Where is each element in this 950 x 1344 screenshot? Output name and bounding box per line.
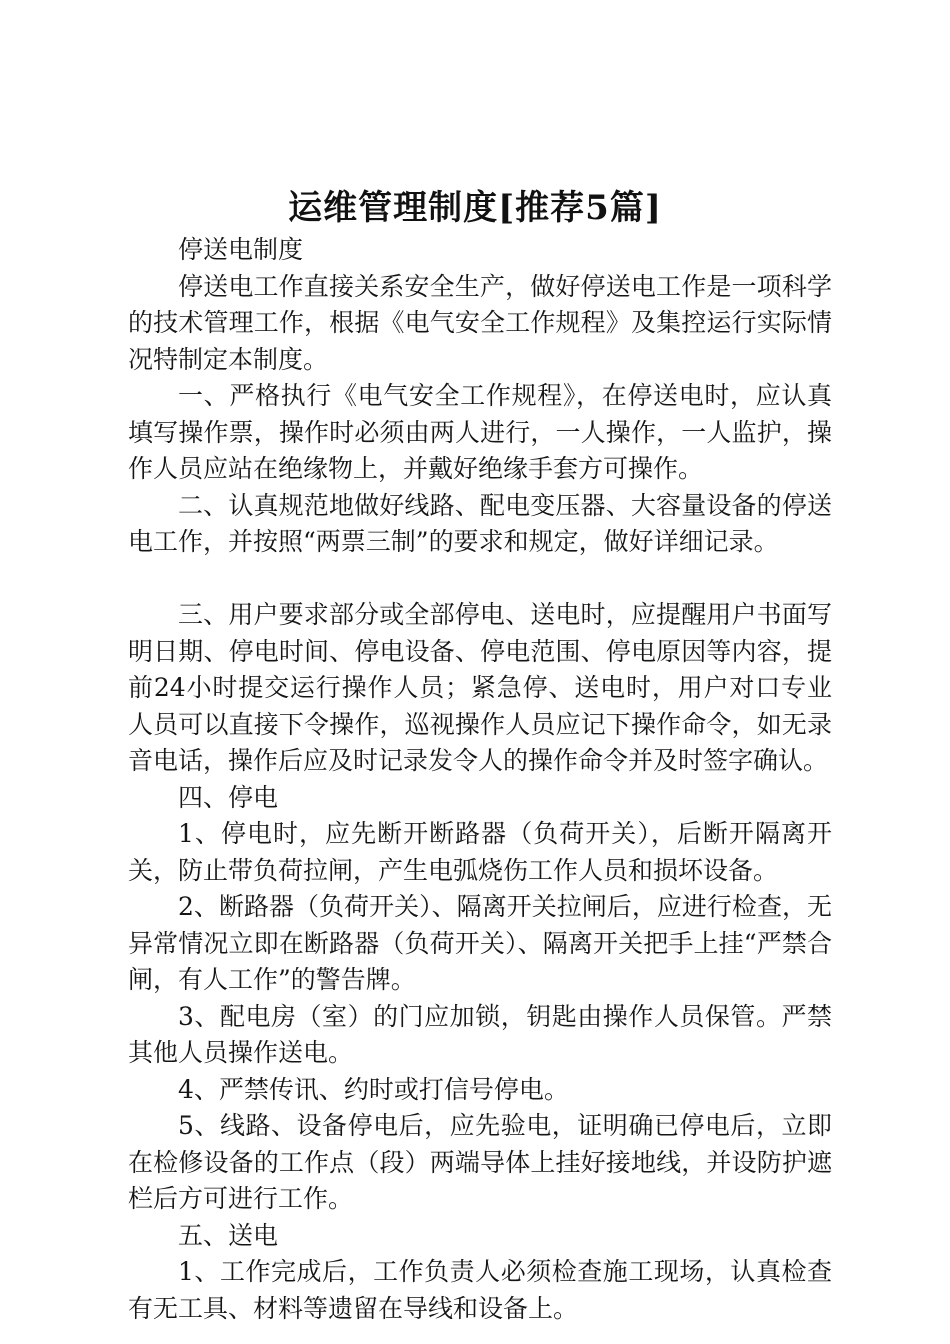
list-item: 1、工作完成后，工作负责人必须检查施工现场，认真检查有无工具、材料等遗留在导线和设备上。 bbox=[128, 1257, 832, 1323]
section-heading: 四、停电 bbox=[178, 782, 279, 812]
list-item: 5、线路、设备停电后，应先验电，证明确已停电后，立即在检修设备的工作点（段）两端导体上挂好接地线，并设防护遮栏后方可进行工作。 bbox=[128, 1111, 832, 1213]
section-heading: 停送电制度 bbox=[178, 235, 304, 264]
document-body bbox=[128, 232, 832, 1327]
list-item: 2、断路器（负荷开关）、隔离开关拉闸后，应进行检查，无异常情况立即在断路器（负荷开关）、隔离开关把手上挂“严禁合闸，有人工作”的警告牌。 bbox=[128, 892, 832, 994]
body-paragraph: 二、认真规范地做好线路、配电变压器、大容量设备的停送电工作，并按照“两票三制”的要求和规定，做好详细记录。 bbox=[128, 490, 832, 556]
body-paragraph: 三、用户要求部分或全部停电、送电时，应提醒用户书面写明日期、停电时间、停电设备、停电范围、停电原因等内容，提前24小时提交运行操作人员；紧急停、送电时，用户对口专业人员可以直接下令操作，巡视操作人员应记下操作命令，如无录音电话，操作后应及时记录发令人的操作命令并及时签字确认。 bbox=[128, 600, 832, 775]
list-item: 3、配电房（室）的门应加锁，钥匙由操作人员保管。严禁其他人员操作送电。 bbox=[128, 1001, 832, 1067]
body-paragraph: 停送电工作直接关系安全生产，做好停送电工作是一项科学的技术管理工作，根据《电气安全工作规程》及集控运行实际情况特制定本制度。 bbox=[128, 271, 832, 374]
document-title: 运维管理制度[推荐5篇] bbox=[288, 188, 662, 228]
body-paragraph: 一、严格执行《电气安全工作规程》，在停送电时，应认真填写操作票，操作时必须由两人进行，一人操作，一人监护，操作人员应站在绝缘物上，并戴好绝缘手套方可操作。 bbox=[128, 381, 832, 483]
list-item: 4、严禁传讯、约时或打信号停电。 bbox=[178, 1074, 569, 1104]
list-item: 1、停电时，应先断开断路器（负荷开关），后断开隔离开关，防止带负荷拉闸，产生电弧烧伤工作人员和损坏设备。 bbox=[128, 819, 832, 885]
blank-line bbox=[128, 561, 832, 598]
section-heading: 五、送电 bbox=[178, 1220, 279, 1250]
